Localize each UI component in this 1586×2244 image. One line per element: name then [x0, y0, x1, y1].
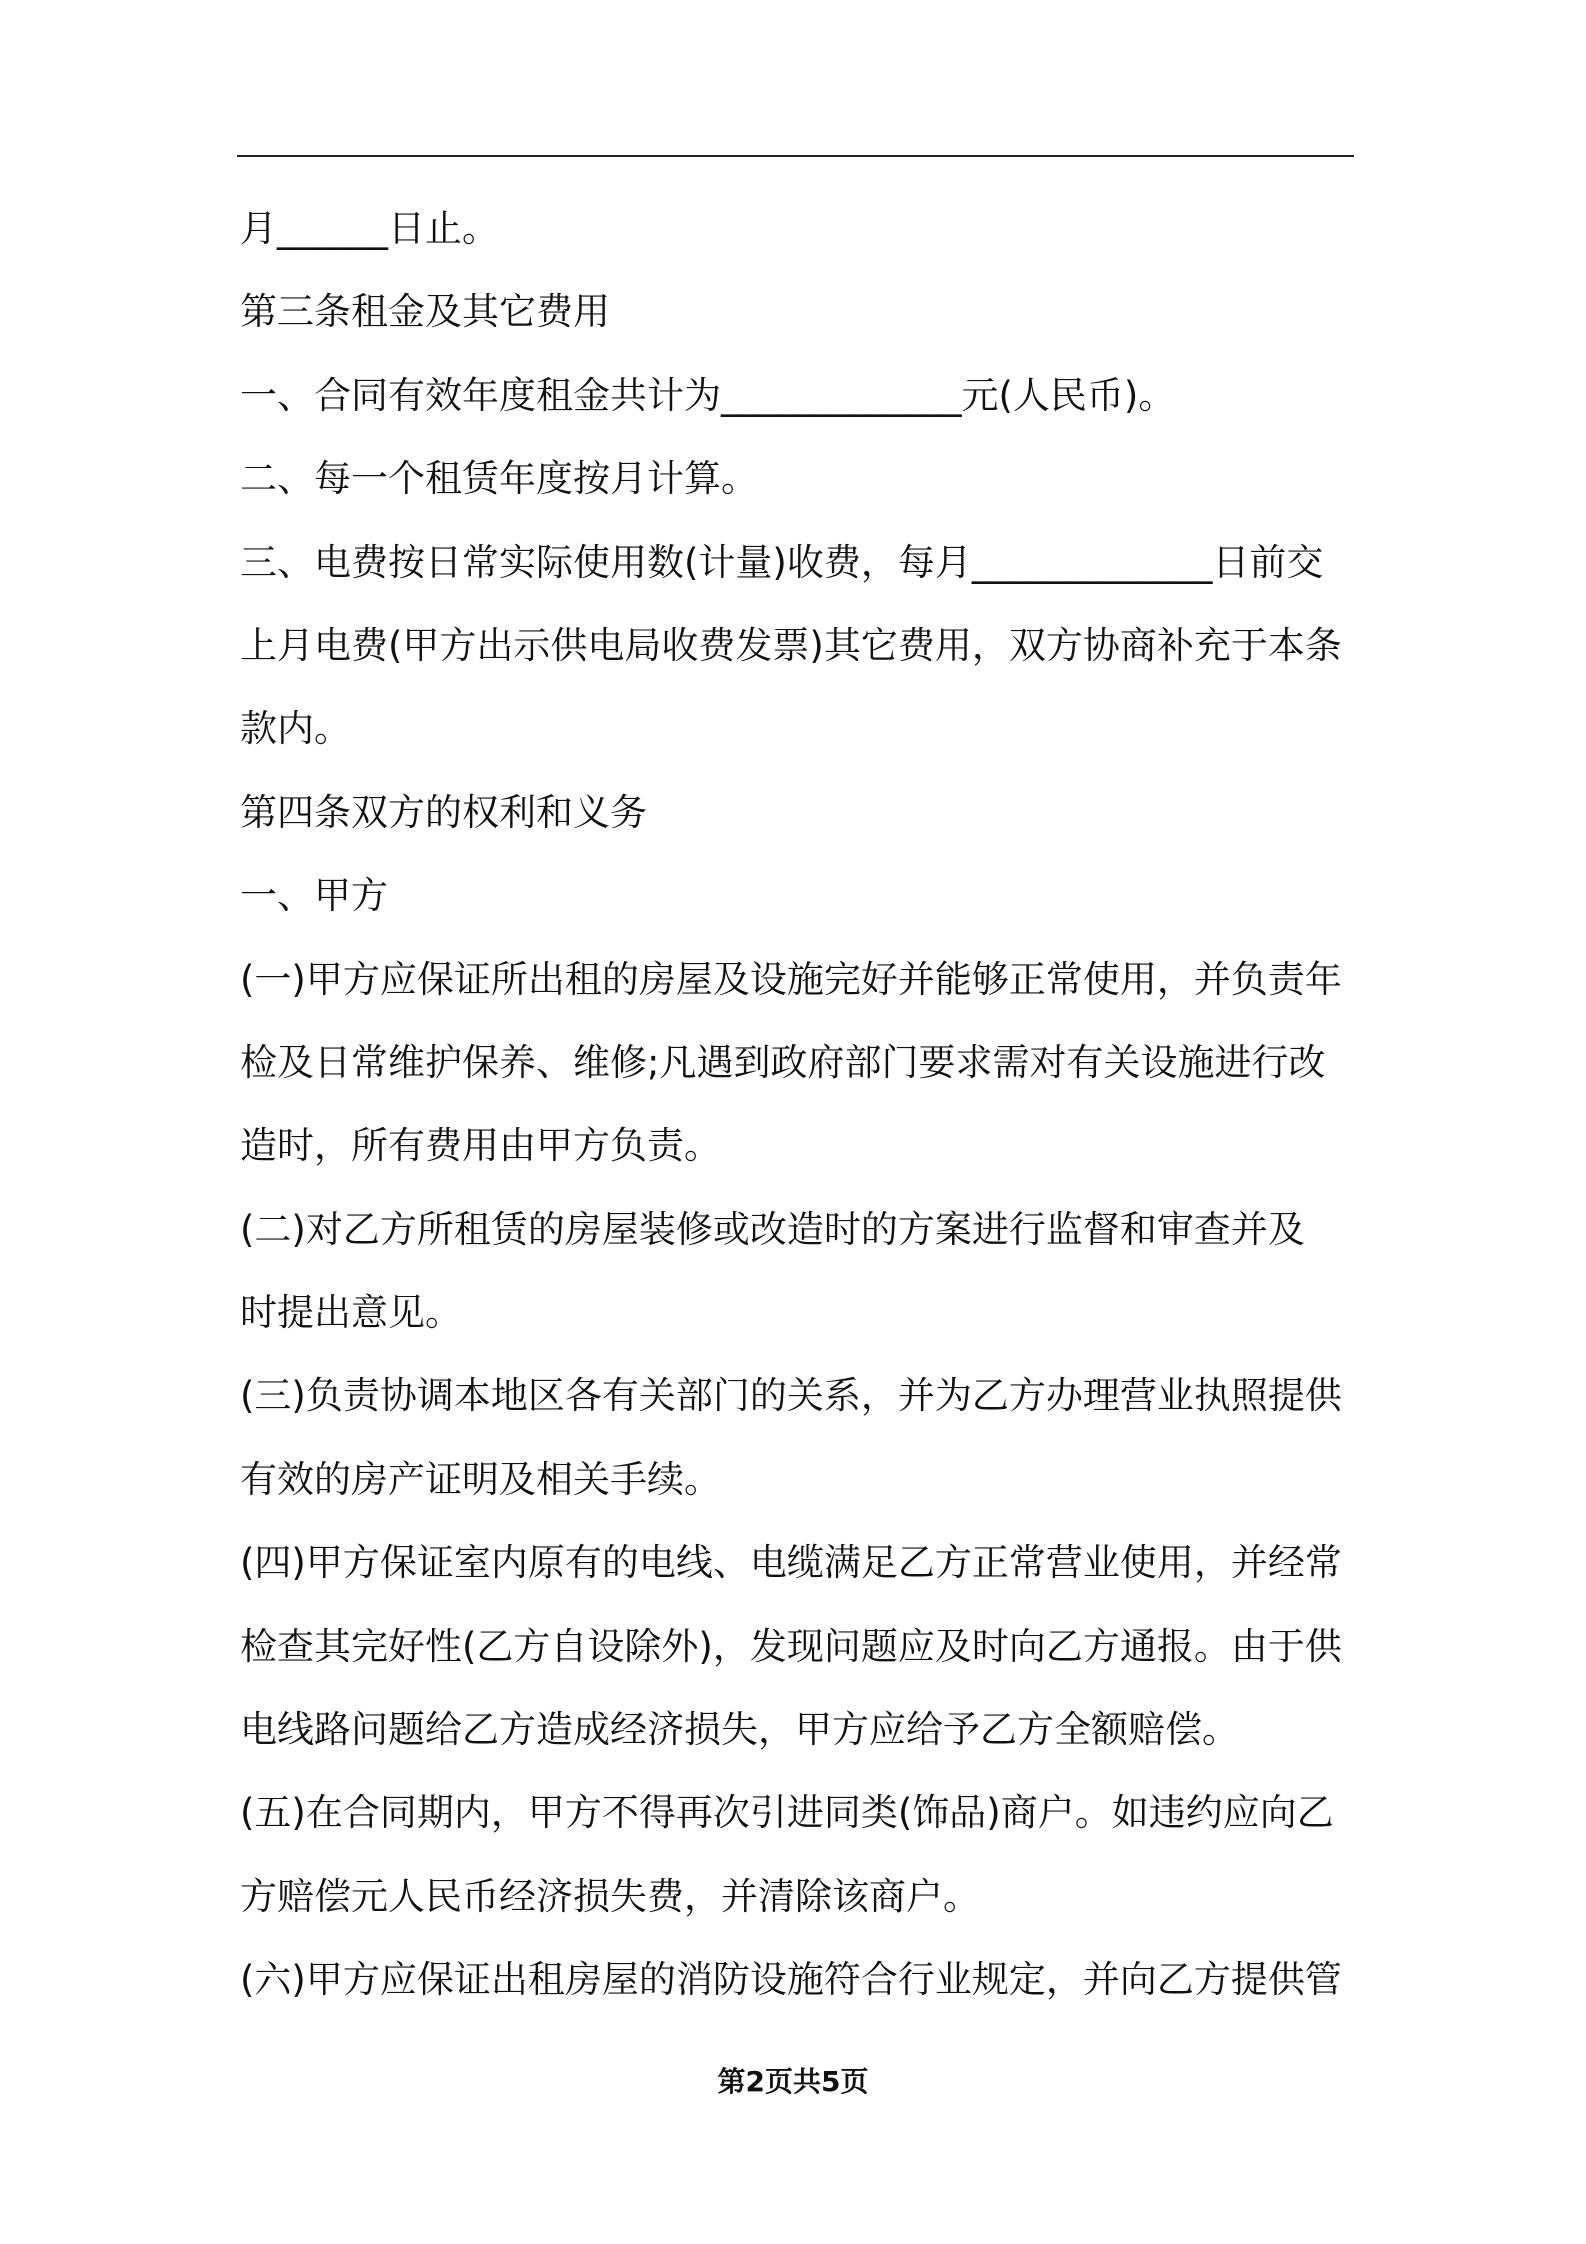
subsection-heading: 一、甲方 — [240, 874, 388, 918]
text-line: (一)甲方应保证所出租的房屋及设施完好并能够正常使用，并负责年 — [240, 957, 1342, 1001]
text-line: (四)甲方保证室内原有的电线、电缆满足乙方正常营业使用，并经常 — [240, 1541, 1342, 1585]
text-line: 款内。 — [240, 707, 351, 751]
page-number: 第2页共5页 — [717, 2065, 869, 2098]
text-line: 电线路问题给乙方造成经济损失，甲方应给予乙方全额赔偿。 — [240, 1708, 1239, 1752]
text-line: (二)对乙方所租赁的房屋装修或改造时的方案进行监督和审查并及 — [240, 1207, 1305, 1251]
text-line: 方赔偿元人民币经济损失费，并清除该商户。 — [240, 1874, 980, 1918]
text-line: 造时，所有费用由甲方负责。 — [240, 1124, 721, 1168]
section-heading: 第四条双方的权利和义务 — [240, 790, 647, 834]
text-line: (五)在合同期内，甲方不得再次引进同类(饰品)商户。如违约应向乙 — [240, 1791, 1334, 1835]
text-line: 一、合同有效年度租金共计为_____________元(人民币)。 — [240, 373, 1176, 417]
text-line: 有效的房产证明及相关手续。 — [240, 1457, 721, 1501]
document-body — [240, 187, 1360, 2022]
text-line: 二、每一个租赁年度按月计算。 — [240, 457, 758, 501]
text-line: (三)负责协调本地区各有关部门的关系，并为乙方办理营业执照提供 — [240, 1374, 1342, 1418]
text-line: 检及日常维护保养、维修;凡遇到政府部门要求需对有关设施进行改 — [240, 1040, 1326, 1084]
text-line: 上月电费(甲方出示供电局收费发票)其它费用，双方协商补充于本条 — [240, 623, 1342, 667]
section-heading: 第三条租金及其它费用 — [240, 290, 610, 334]
header-divider — [237, 155, 1354, 157]
text-line: 时提出意见。 — [240, 1291, 462, 1335]
text-line: 三、电费按日常实际使用数(计量)收费，每月_____________日前交 — [240, 540, 1324, 584]
text-line: (六)甲方应保证出租房屋的消防设施符合行业规定，并向乙方提供管 — [240, 1958, 1342, 2002]
text-line: 月______日止。 — [240, 207, 499, 250]
text-line: 检查其完好性(乙方自设除外)，发现问题应及时向乙方通报。由于供 — [240, 1624, 1342, 1668]
